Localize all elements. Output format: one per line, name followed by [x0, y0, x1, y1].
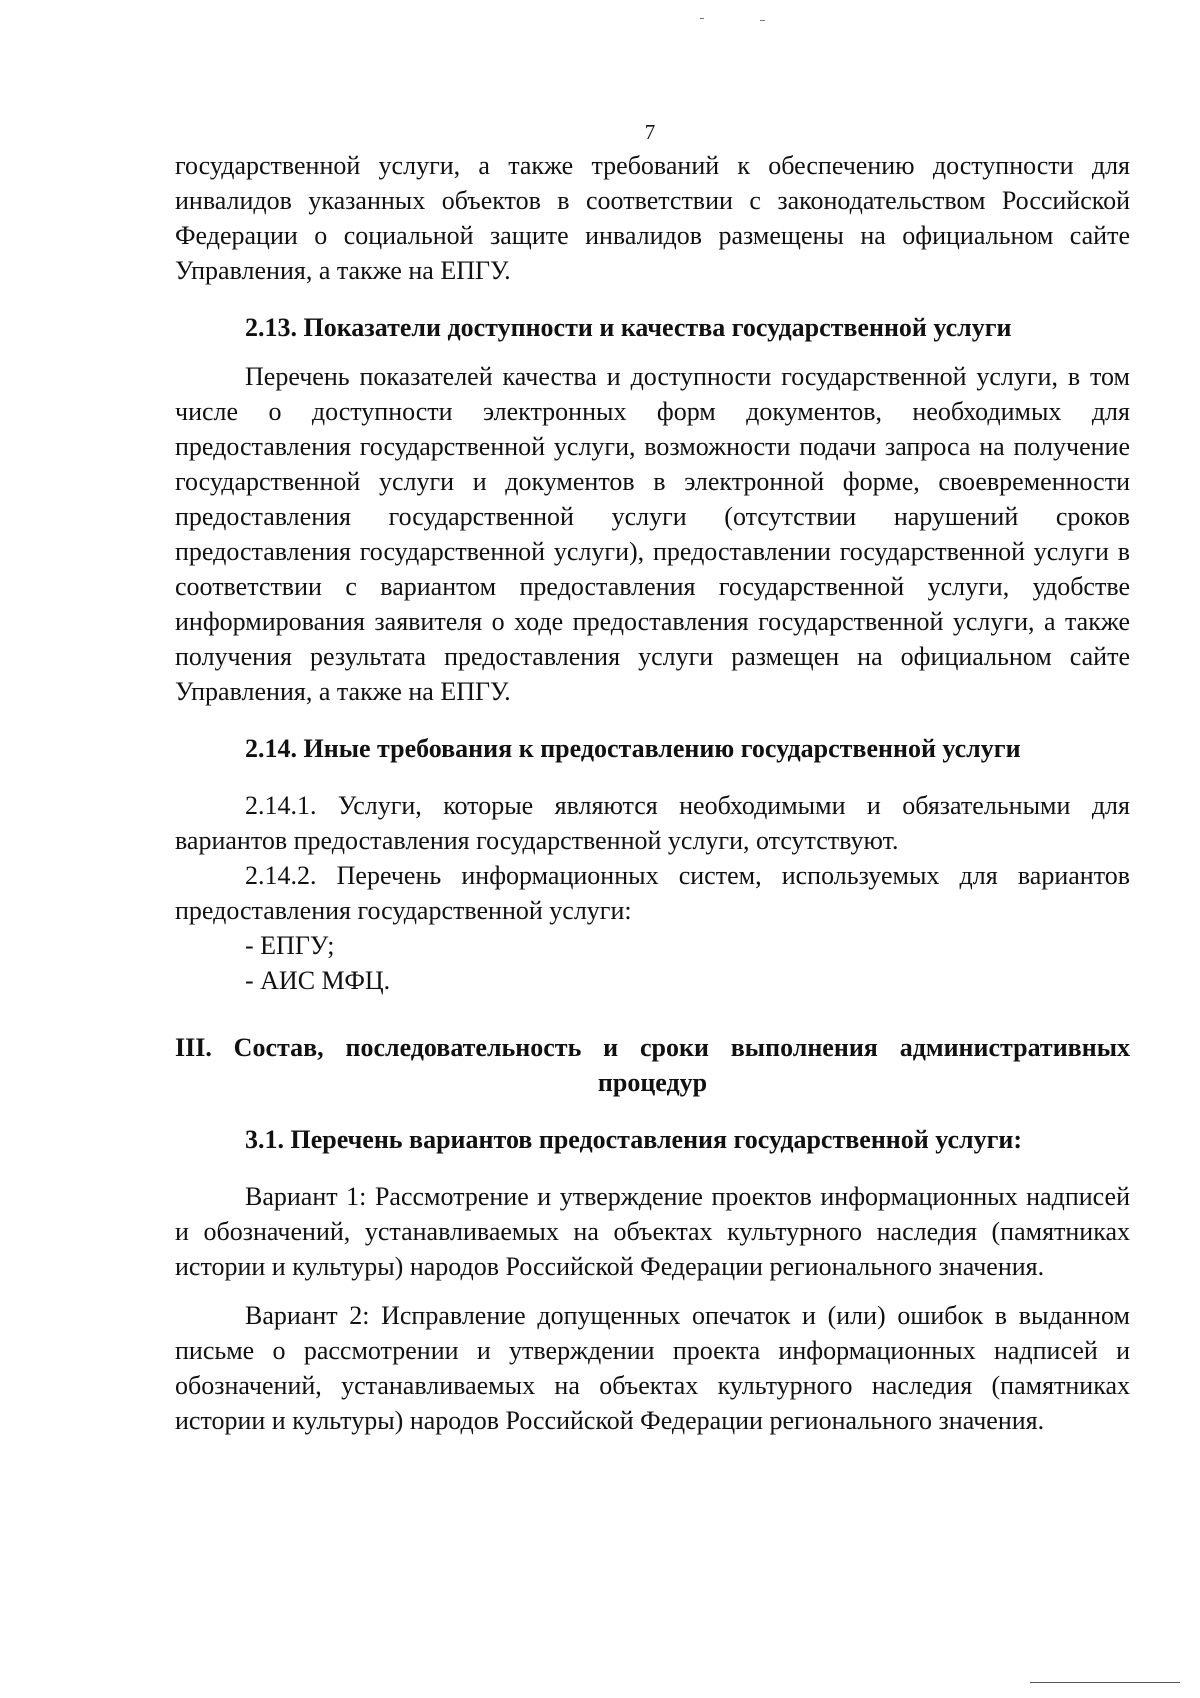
- scan-artifact: [760, 20, 765, 21]
- section-2-13-paragraph: Перечень показателей качества и доступности государственной услуги, в том числе о доступности электронных форм документов, необходимых для предоставления государственной услуги, возможности подачи запроса на получение государственной услуги и документов в электронной форме, своевременности предоставления государственной услуги (отсутствии нарушений сроков предоставления государственной услуги), предоставлении государственной услуги в соответствии с вариантом предоставления государственной услуги, удобстве информирования заявителя о ходе предоставления государственной услуги, а также получения результата предоставления услуги размещен на официальном сайте Управления, а также на ЕПГУ.: [175, 362, 1130, 706]
- chapter-3-heading: III. Состав, последовательность и сроки выполнения административных процедур: [175, 1033, 1130, 1097]
- section-2-13-heading: 2.13. Показатели доступности и качества государственной услуги: [245, 313, 1012, 342]
- section-2-14-1-paragraph: 2.14.1. Услуги, которые являются необходимыми и обязательными для вариантов предоставления государственной услуги, отсутствуют.: [175, 791, 1130, 855]
- section-2-14-heading: 2.14. Иные требования к предоставлению государственной услуги: [245, 734, 1021, 763]
- intro-paragraph: государственной услуги, а также требований к обеспечению доступности для инвалидов указанных объектов в соответствии с законодательством Российской Федерации о социальной защите инвалидов размещены на официальном сайте Управления, а также на ЕПГУ.: [175, 151, 1130, 285]
- variant-1-paragraph: Вариант 1: Рассмотрение и утверждение проектов информационных надписей и обозначений, устанавливаемых на объектах культурного наследия (памятниках истории и культуры) народов Российской Федерации регионального значения.: [175, 1182, 1130, 1281]
- system-list-item: - АИС МФЦ.: [245, 966, 391, 995]
- system-list-item: - ЕПГУ;: [245, 931, 335, 960]
- section-2-14-2-paragraph: 2.14.2. Перечень информационных систем, используемых для вариантов предоставления государственной услуги:: [175, 861, 1130, 925]
- section-3-1-heading: 3.1. Перечень вариантов предоставления государственной услуги:: [245, 1125, 1023, 1154]
- variant-2-paragraph: Вариант 2: Исправление допущенных опечаток и (или) ошибок в выданном письме о рассмотрении и утверждении проекта информационных надписей и обозначений, устанавливаемых на объектах культурного наследия (памятниках истории и культуры) народов Российской Федерации регионального значения.: [175, 1301, 1130, 1435]
- scan-artifact: [700, 18, 704, 19]
- bottom-rule: [1030, 1682, 1180, 1683]
- document-body: [175, 148, 1130, 1438]
- page-number: 7: [644, 120, 656, 144]
